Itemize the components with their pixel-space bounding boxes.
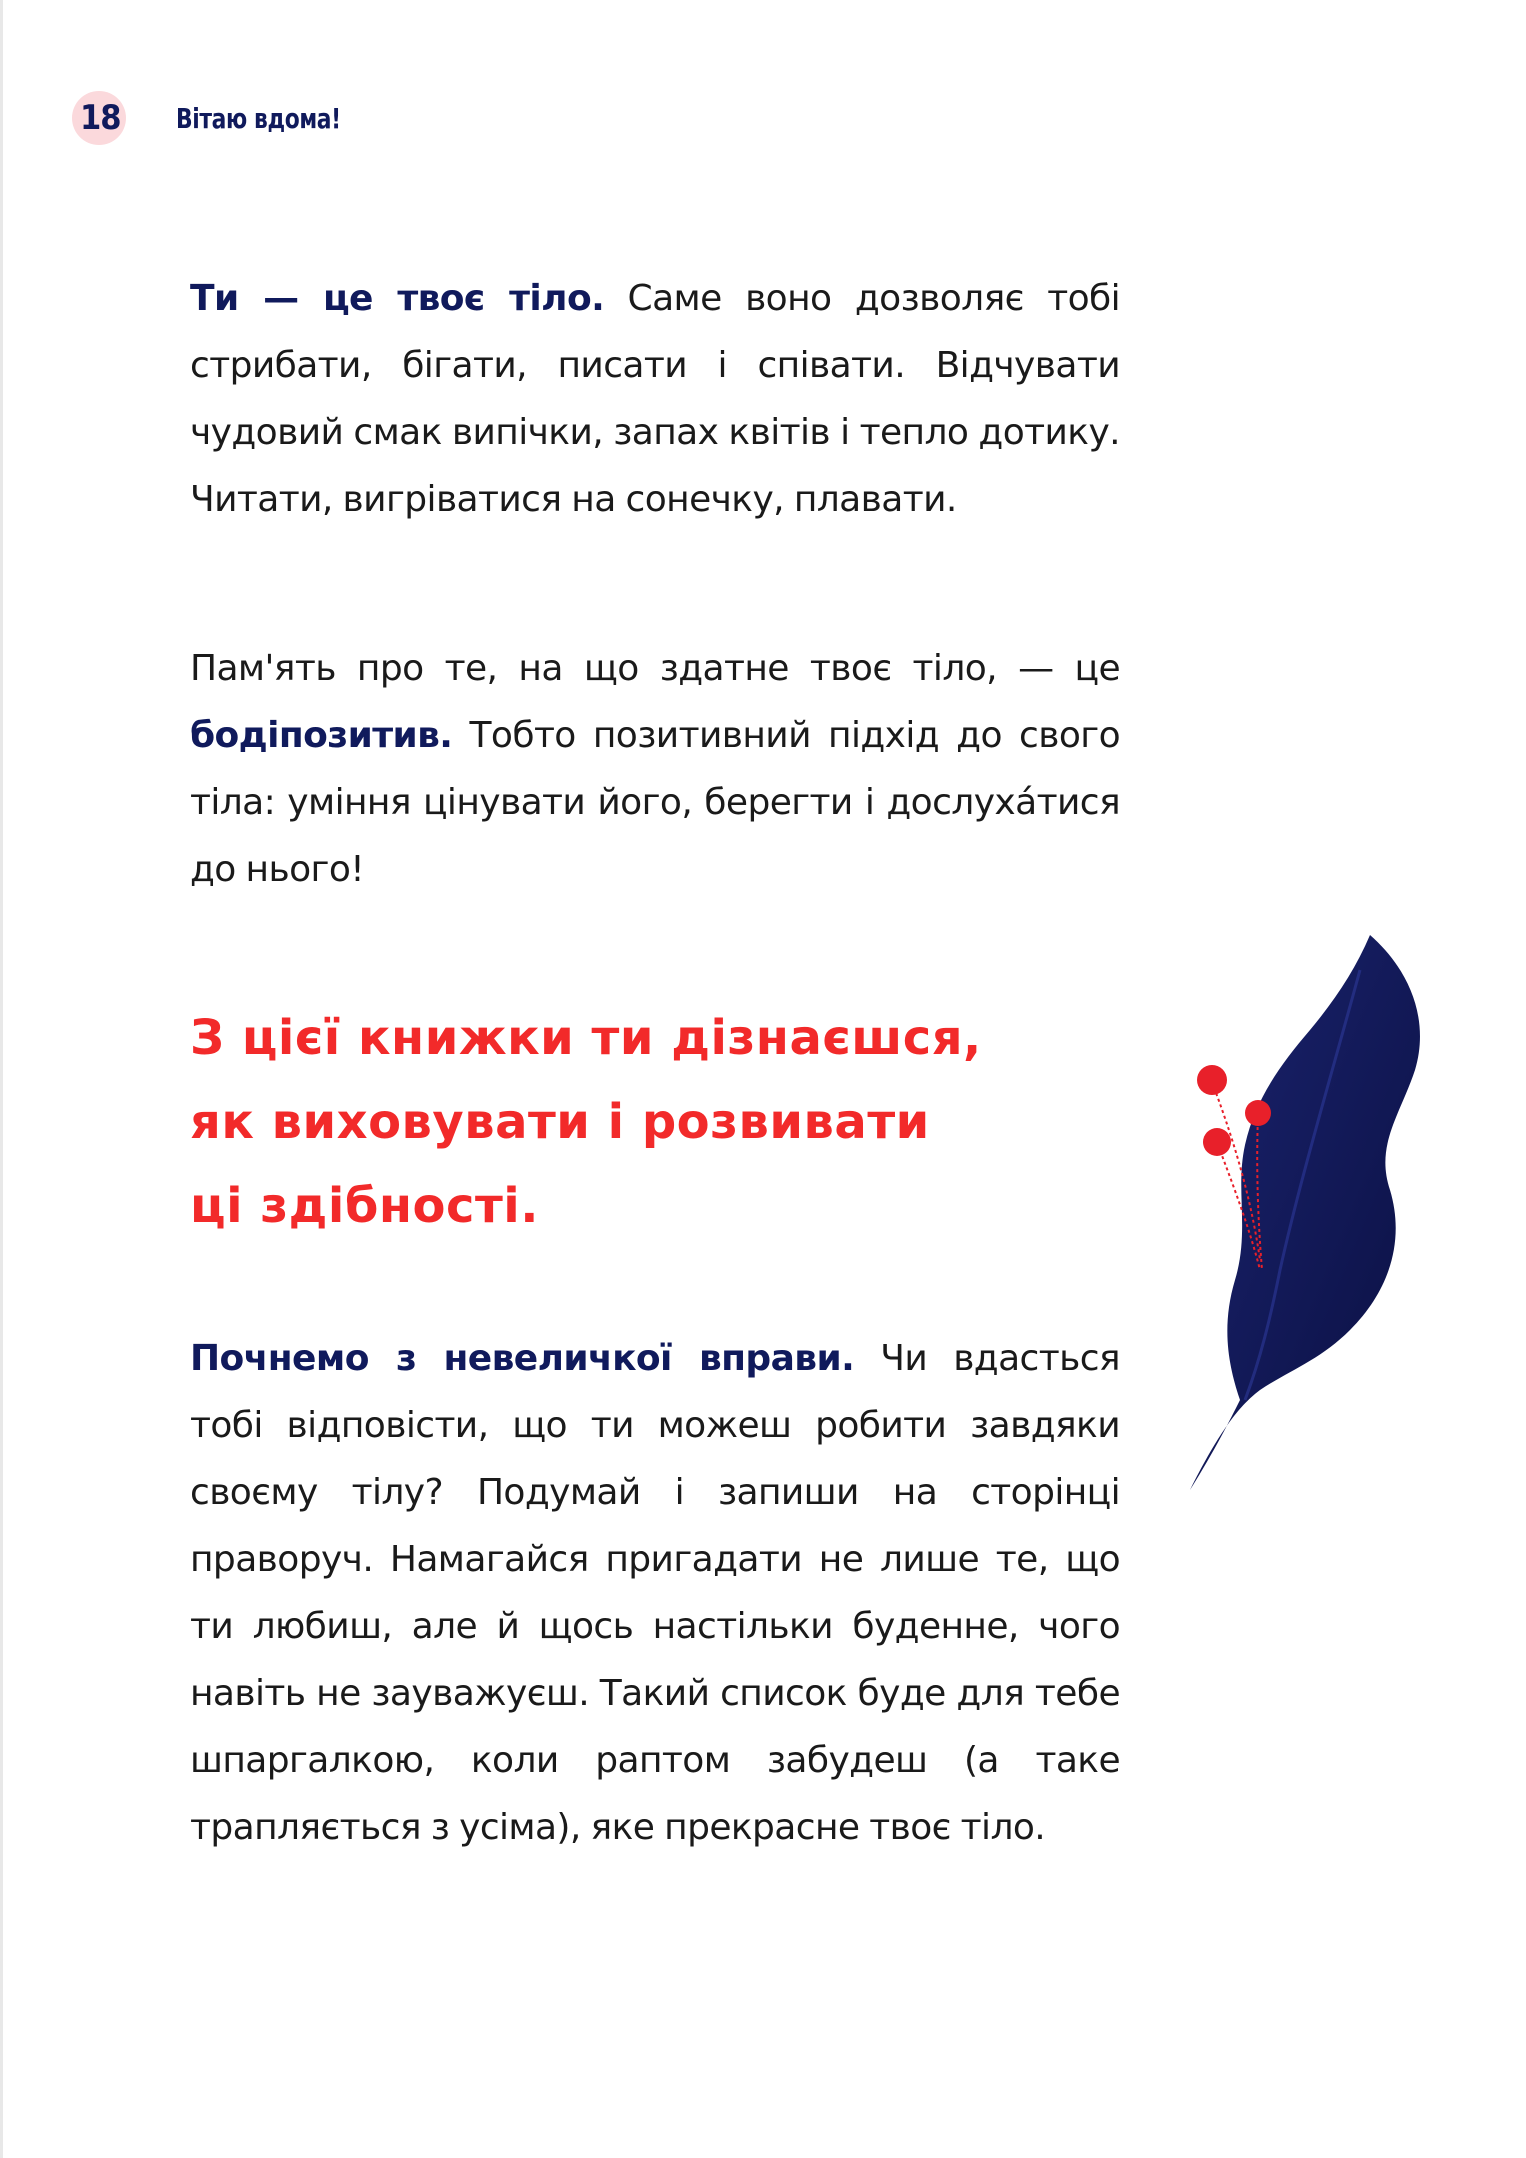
paragraph-bodypositive-after: Тобто позитивний підхід до свого тіла: уміння цінувати його, берегти і дослухáтися до нього! — [190, 715, 1120, 890]
page-number: 18 — [80, 98, 121, 138]
highlight-line: З цієї книжки ти дізнаєшся, — [190, 1010, 982, 1066]
paragraph-intro-text: Саме воно дозволяє тобі стрибати, бігати, писати і співати. Відчувати чудовий смак випічки, запах квітів і тепло дотику. Читати, вигріватися на сонечку, плавати. — [190, 278, 1120, 520]
page-number-badge — [70, 88, 134, 148]
page-edge — [0, 0, 3, 2158]
running-title: Вітаю вдома! — [176, 101, 341, 135]
berry — [1203, 1128, 1231, 1156]
berry — [1245, 1100, 1271, 1126]
leaf-shape — [1190, 935, 1420, 1490]
paragraph-exercise-text: Чи вдасться тобі відповісти, що ти можеш робити завдяки своєму тілу? Подумай і запиши на сторінці праворуч. Намагайся пригадати не лише те, що ти любиш, але й щось настільки буденне, чого навіть не зауважуєш. Такий список буде для тебе шпаргалкою, коли раптом забудеш (а таке трапляється з усіма), яке прекрасне твоє тіло. — [190, 1338, 1120, 1848]
highlight-quote — [190, 996, 1090, 1248]
leaf-with-berries-icon — [1160, 930, 1460, 1510]
paragraph-intro — [190, 265, 1120, 533]
page-header — [70, 88, 387, 148]
paragraph-bodypositive-before: Пам'ять про те, на що здатне твоє тіло, — це — [190, 648, 1120, 689]
paragraph-bodypositive — [190, 635, 1120, 903]
highlight-line: як виховувати і розвивати — [190, 1094, 930, 1150]
paragraph-intro-lead: Ти — це твоє тіло. — [190, 278, 605, 319]
highlight-line: ці здібності. — [190, 1178, 539, 1234]
berry — [1197, 1065, 1227, 1095]
paragraph-exercise — [190, 1325, 1120, 1861]
paragraph-exercise-lead: Почнемо з невеличкої вправи. — [190, 1338, 855, 1379]
paragraph-bodypositive-emphasis: бодіпозитив. — [190, 715, 453, 756]
